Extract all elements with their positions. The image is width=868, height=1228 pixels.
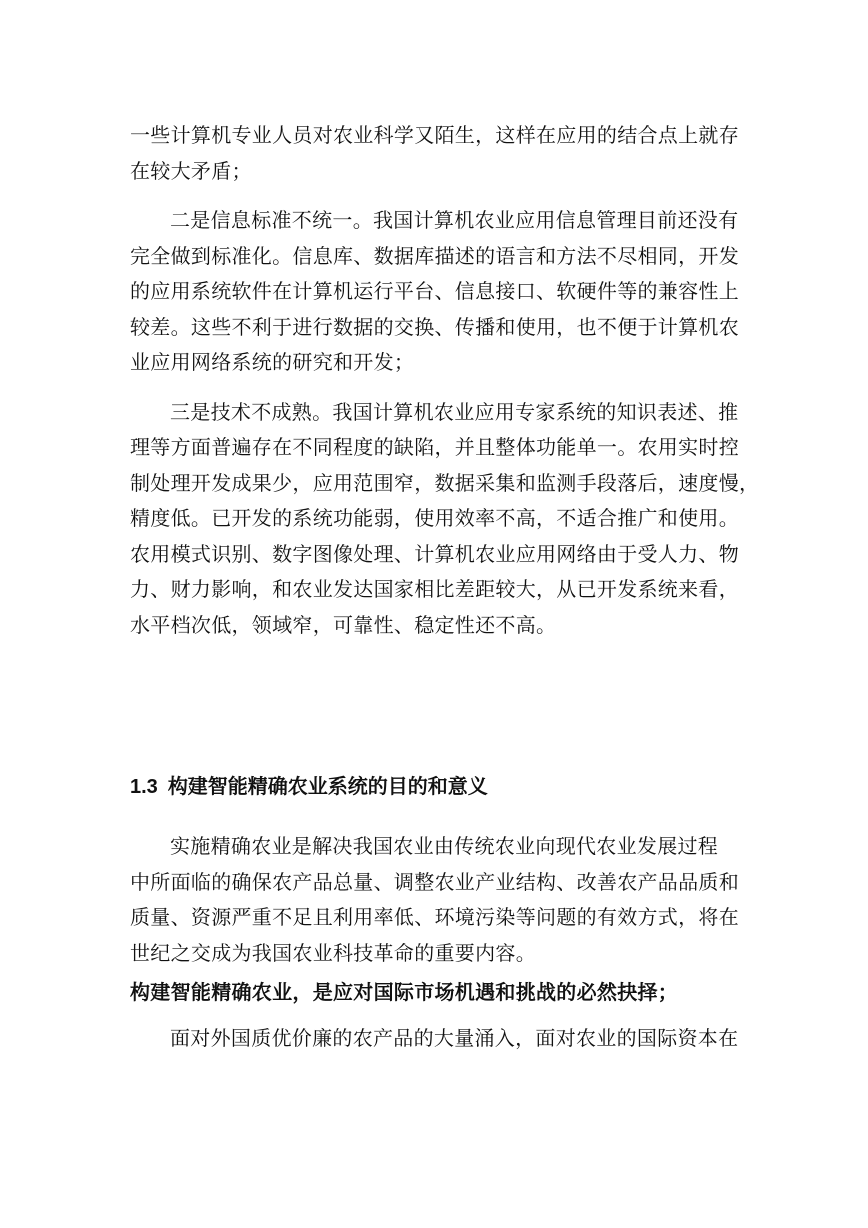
- paragraph-line: 实施精确农业是解决我国农业由传统农业向现代农业发展过程: [170, 834, 719, 858]
- paragraph-line: 的应用系统软件在计算机运行平台、信息接口、软硬件等的兼容性上: [130, 279, 739, 303]
- paragraph-line: 力、财力影响，和农业发达国家相比差距较大，从已开发系统来看，: [130, 577, 739, 601]
- bold-statement: 构建智能精确农业，是应对国际市场机遇和挑战的必然抉择；: [130, 980, 679, 1004]
- section-heading: [130, 770, 488, 803]
- paragraph-line: 中所面临的确保农产品总量、调整农业产业结构、改善农产品品质和: [130, 869, 739, 894]
- paragraph-line: 制处理开发成果少，应用范围窄，数据采集和监测手段落后，速度慢，: [130, 470, 760, 495]
- paragraph-line: 较差。这些不利于进行数据的交换、传播和使用，也不便于计算机农: [130, 314, 739, 339]
- document-body-top: [130, 118, 760, 643]
- paragraph-line: 二是信息标准不统一。我国计算机农业应用信息管理目前还没有: [170, 208, 739, 232]
- paragraph-line: 农用模式识别、数字图像处理、计算机农业应用网络由于受人力、物: [130, 541, 739, 566]
- paragraph-line: 质量、资源严重不足且利用率低、环境污染等问题的有效方式，将在: [130, 905, 739, 929]
- paragraph-line: 完全做到标准化。信息库、数据库描述的语言和方法不尽相同，开发: [130, 243, 739, 268]
- paragraph-line: 精度低。已开发的系统功能弱，使用效率不高，不适合推广和使用。: [130, 506, 739, 530]
- section-number: 1.3: [130, 776, 158, 798]
- paragraph-line: 在较大矛盾；: [130, 158, 252, 183]
- paragraph-line: 面对外国质优价廉的农产品的大量涌入，面对农业的国际资本在: [170, 1025, 739, 1050]
- paragraph-line: 世纪之交成为我国农业科技革命的重要内容。: [130, 940, 536, 965]
- paragraph-line: 一些计算机专业人员对农业科学又陌生，这样在应用的结合点上就存: [130, 123, 739, 147]
- paragraph-line: 水平档次低，领域窄，可靠性、稳定性还不高。: [130, 612, 557, 637]
- paragraph-line: 三是技术不成熟。我国计算机农业应用专家系统的知识表述、推: [170, 399, 739, 424]
- section-title: 构建智能精确农业系统的目的和意义: [167, 774, 488, 798]
- paragraph-line: 业应用网络系统的研究和开发；: [130, 350, 415, 374]
- paragraph-line: 理等方面普遍存在不同程度的缺陷，并且整体功能单一。农用实时控: [130, 435, 739, 459]
- document-body-bottom: [130, 829, 742, 1056]
